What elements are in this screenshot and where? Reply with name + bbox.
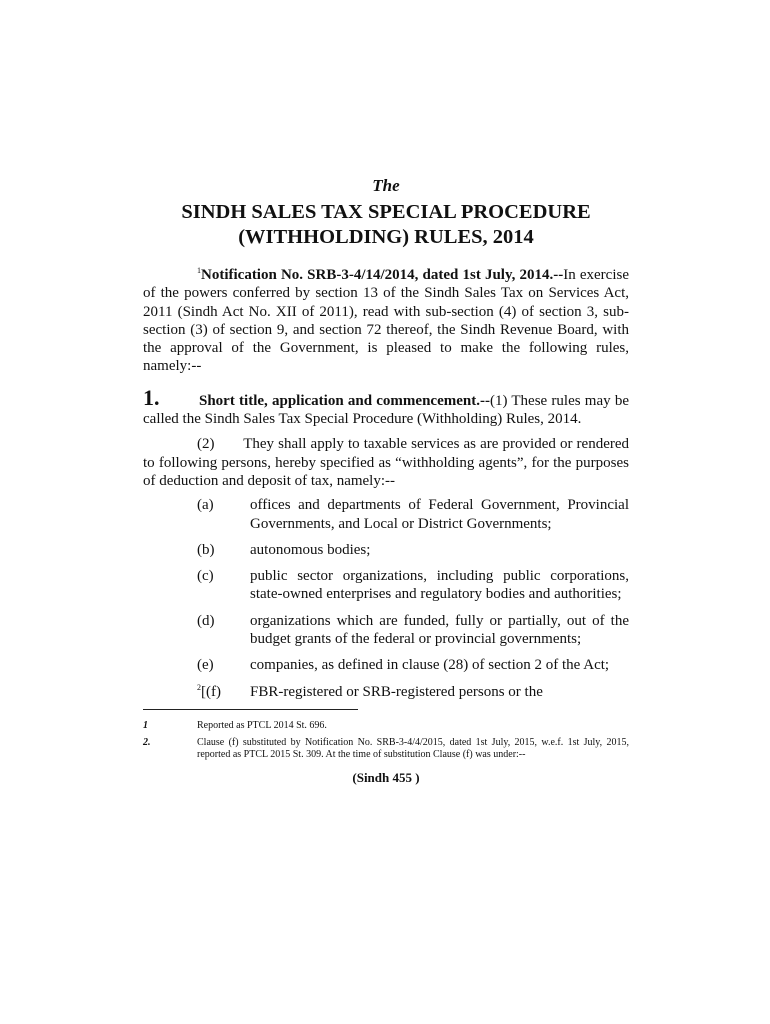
title-line-2: (WITHHOLDING) RULES, 2014 bbox=[238, 226, 534, 248]
section-number: 1. bbox=[143, 384, 160, 410]
section-heading: Short title, application and commencement.-- bbox=[199, 392, 490, 409]
clause-c bbox=[143, 567, 629, 604]
document-page bbox=[143, 176, 629, 786]
footnote-divider bbox=[143, 709, 358, 710]
clause-e bbox=[143, 656, 629, 674]
sub-section-label: (2) bbox=[197, 436, 215, 453]
clause-list bbox=[143, 496, 629, 701]
clause-label: (b) bbox=[197, 541, 215, 558]
clause-label: (e) bbox=[197, 657, 214, 674]
section-1-text: (1) These rules may be called the Sindh Sales Tax Special Procedure (Withholding) Rules, 2014. bbox=[143, 392, 629, 428]
intro-paragraph bbox=[143, 266, 629, 376]
clause-f bbox=[143, 683, 629, 701]
footnote-ref-2[interactable]: 2 bbox=[197, 682, 201, 692]
title-line-1: SINDH SALES TAX SPECIAL PROCEDURE bbox=[181, 201, 591, 223]
sub-section-2 bbox=[143, 435, 629, 490]
clause-text: organizations which are funded, fully or partially, out of the budget grants of the federal or provincial governments; bbox=[250, 612, 629, 648]
clause-a bbox=[143, 496, 629, 533]
pretitle: The bbox=[372, 176, 400, 195]
clause-text: companies, as defined in clause (28) of section 2 of the Act; bbox=[250, 657, 610, 674]
footnote-text: Clause (f) substituted by Notification No. SRB-3-4/4/2015, dated 1st July, 2015, w.e.f. 1st July, 2015, reported as PTCL 2015 St. 309. At the time of substitution Clause (f) was under:-- bbox=[197, 736, 629, 761]
clause-label bbox=[143, 683, 250, 701]
page-number: (Sindh 455 ) bbox=[352, 769, 420, 785]
footnote-1 bbox=[143, 720, 629, 733]
clause-text: FBR-registered or SRB-registered persons or the bbox=[250, 683, 543, 700]
notification-reference: Notification No. SRB-3-4/14/2014, dated 1st July, 2014.-- bbox=[201, 267, 564, 283]
clause-text: public sector organizations, including public corporations, state-owned enterprises and regulatory bodies and authorities; bbox=[250, 568, 629, 603]
clause-label: (a) bbox=[197, 497, 214, 514]
intro-text: In exercise of the powers conferred by section 13 of the Sindh Sales Tax on Services Act, 2011 (Sindh Act No. XII of 2011), read with sub-section (4) of section 3, sub-section (3) of section 9, and section 72 thereof, the Sindh Revenue Board, with the approval of the Government, is pleased to make the following rules, namely:-- bbox=[143, 267, 629, 375]
sub-section-text: They shall apply to taxable services as are provided or rendered to following persons, hereby specified as “withholding agents”, for the purposes of deduction and deposit of tax, namely:-- bbox=[143, 436, 629, 489]
clause-text: offices and departments of Federal Government, Provincial Governments, and Local or District Governments; bbox=[250, 497, 629, 532]
clause-text: autonomous bodies; bbox=[250, 541, 371, 558]
clause-label: (c) bbox=[197, 568, 214, 585]
clause-b bbox=[143, 541, 629, 559]
footnote-ref-1[interactable]: 1 bbox=[197, 266, 201, 275]
footnote-2 bbox=[143, 737, 629, 762]
clause-d bbox=[143, 612, 629, 649]
clause-label-text: [(f) bbox=[201, 683, 221, 700]
footnote-text: Reported as PTCL 2014 St. 696. bbox=[197, 719, 327, 731]
section-1 bbox=[143, 384, 629, 429]
footnote-number: 1 bbox=[143, 719, 148, 731]
footnote-number: 2. bbox=[143, 736, 151, 748]
document-title bbox=[143, 200, 629, 250]
clause-label: (d) bbox=[197, 612, 215, 629]
